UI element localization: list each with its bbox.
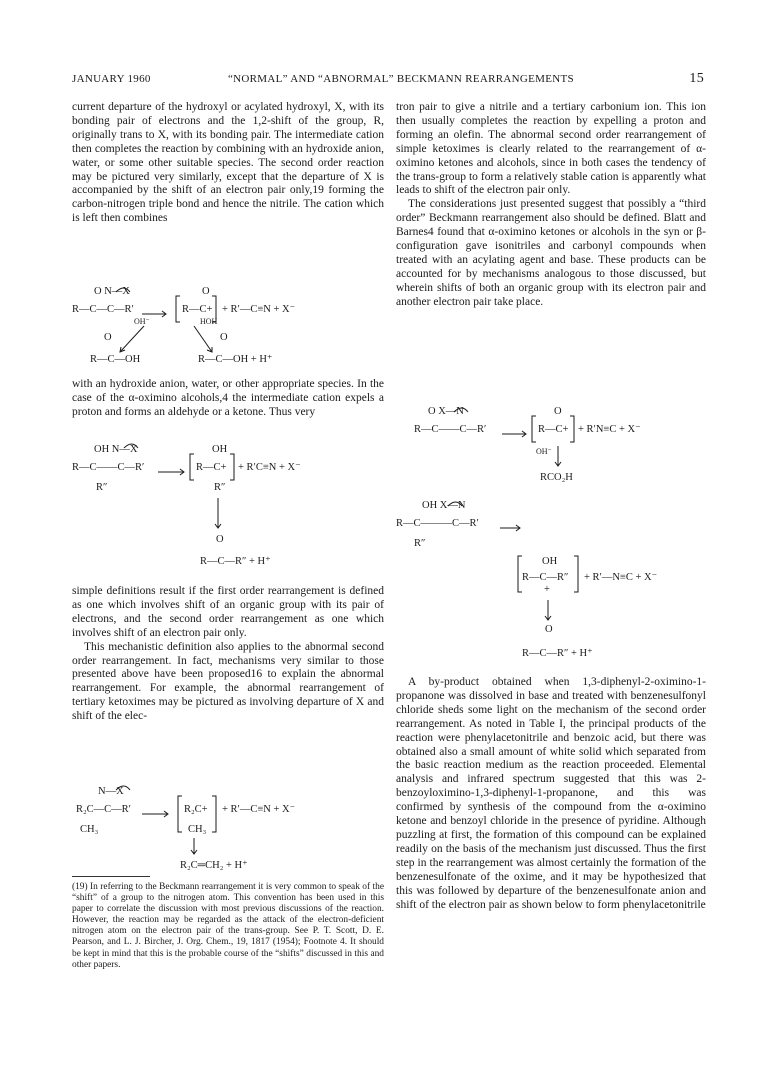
s1-cation-o: O [202,286,210,297]
s2-prod: R—C—R″ + H⁺ [200,556,271,567]
left-paragraph-1 [72,101,384,226]
s4-cation-o: O [554,406,562,417]
s1-chain: R—C—C—R′ [72,304,134,315]
s2-products: + R′C≡N + X⁻ [238,462,301,473]
right-p3-text: A by-product obtained when 1,3-diphenyl-2-oximino-1-propanone was dissolved in base and treated with benzenesulfonyl chloride sheds some light on the mechanism of the second order rearrangement. As noted in Table I, the principal products of the reaction were phenylacetonitrile and benzoic acid, but there was obtained also a small amount of white solid which separated from the basic reaction medium as the reaction proceeded. Elemental analysis and infrared spectrum suggested that this was 2-benzoyloximino-1,3-diphenyl-1-propanone, and this was confirmed by synthesis of the compound from the α-oximino ketone and benzoyl chloride in the presence of pyridine. Although puzzling at first, the formation of this compound can be explained readily on the basis of the mechanism just discussed. Thus the first step in the rearrangement was almost certainly the formation of the benzenesulfonate of the oxime, and it may be hypothesized that this was followed by departure of the benzenesulfonate anion and shift of the electron pair as shown below to form phenylacetonitrile [396,676,706,911]
s3-cation-sub: CH₃ [188,824,207,835]
header-title: “NORMAL” AND “ABNORMAL” BECKMANN REARRANGEMENTS [228,73,574,85]
s5-chain: R—C———C—R′ [396,518,479,529]
right-p1-text: tron pair to give a nitrile and a tertiary carbonium ion. This ion then usually completes the reaction by expelling a proton and forming an olefin. The abnormal second order rearrangement of simple ketoximes is clearly related to the rearrangement of α-oximino ketones and alcohols, since in both cases the tendency of the trans-group to form a relatively stable cation is apparently what leads to shift of the electron pair only. [396,101,706,197]
s1-products: + R′—C≡N + X⁻ [222,304,296,315]
scheme-3-mechanism [72,782,384,872]
scheme-5-mechanism [396,496,706,666]
s4-reagent1: OH⁻ [536,447,552,456]
s1-prod2: R—C—OH + H⁺ [198,354,273,365]
scheme-2-mechanism [72,440,384,580]
left-paragraph-2 [72,378,384,420]
s1-prod2-o: O [220,332,228,343]
s1-hydroxide: OH⁻ [134,317,150,326]
s4-reagent2: RCO₂H [540,472,573,483]
s1-prod1-o: O [104,332,112,343]
page-number: 15 [689,71,704,86]
s1-bracket-left [176,296,180,322]
s3-chain: R₂C—C—R′ [76,804,131,815]
s5-products: + R′—N≡C + X⁻ [584,572,658,583]
s5-cation-top: OH [542,556,558,567]
s4-cation: R—C+ [538,424,569,435]
s5-cation: R—C—R″ [522,572,569,583]
s2-cation: R—C+ [196,462,227,473]
s1-atoms-top: O N—X [94,286,130,297]
left-p2-text: with an hydroxide anion, water, or other appropriate species. In the case of the α-oximino alcohols,4 the intermediate cation expels a proton and forms an aldehyde or a ketone. Thus very [72,378,384,418]
scheme-1-mechanism [72,282,384,372]
s4-products: + R′N≡C + X⁻ [578,424,641,435]
footnote-rule [72,876,150,877]
s3-products: + R′—C≡N + X⁻ [222,804,296,815]
running-header [72,73,704,89]
s5-sub: R″ [414,538,426,549]
right-paragraph-3 [396,676,706,912]
left-p3-text: simple definitions result if the first order rearrangement is defined as one which involves shift of an organic group with its pair of electrons, and the second order rearrangement as one which involves shift of an electron pair only. [72,585,384,639]
left-p1-text: current departure of the hydroxyl or acylated hydroxyl, X, with its bonding pair of electrons and the 1,2-shift of the group, R, originally trans to X, with its bonding pair. The intermediate cation then completes the reaction by combining with an hydroxide anion, water, or some other suitable species. The second order reaction may be pictured very similarly, except that the departure of X is accompanied by the shift of an electron pair only,19 forming the carbon-nitrogen triple bond and hence the nitrile. The cation which is left then combines [72,101,384,225]
left-p4-text: This mechanistic definition also applies to the abnormal second order rearrangement. In fact, mechanisms very similar to those presented above have been proposed16 to explain the abnormal rearrangement. For example, the abnormal rearrangement of tertiary ketoximes may be pictured as involving departure of X and shift of the elec- [72,640,384,723]
s3-prod: R₂C═CH₂ + H⁺ [180,860,248,871]
scheme-4-mechanism [396,402,706,492]
header-date: JANUARY 1960 [72,73,151,85]
s4-chain: R—C——C—R′ [414,424,487,435]
s3-cation: R₂C+ [184,804,208,815]
s2-sub: R″ [96,482,108,493]
s3-sub: CH₃ [80,824,99,835]
s5-top: OH X—N [422,500,466,511]
left-paragraph-3 [72,585,384,724]
footnote-19: (19) In referring to the Beckmann rearrangement it is very common to speak of the “shift” of a group to the nitrogen atom. This convention has been used in this paper to correlate the discussion with most previous discussions of the reaction. However, the reaction may be regarded as the attack of the electron-deficient nitrogen atom on the electron pair of the trans-group. See P. T. Scott, D. E. Pearson, and L. J. Bircher, J. Org. Chem., 19, 1817 (1954); Footnote 4. It should be kept in mind that this is the probable course of the “shifts” discussed in this and other papers. [72,882,384,970]
s2-top: OH N—X [94,444,138,455]
s3-top: N—X [98,786,124,797]
s2-prod-o: O [216,534,224,545]
s2-chain: R—C——C—R′ [72,462,145,473]
right-paragraph-1 [396,101,706,310]
s1-cation: R—C+ [182,304,213,315]
s5-prod-o: O [545,624,553,635]
right-p2-text: The considerations just presented suggest that possibly a “third order” Beckmann rearrangement also should be defined. Blatt and Barnes4 found that α-oximino ketones or alcohols in the syn or β-configuration gave isonitriles and carbonyl compounds when treated with an acylating agent and base. These products can be accounted for by mechanisms analogous to those discussed, but wherein shifts of both an organic group with its electron pair and another electron pair take place. [396,198,706,308]
s1-water: HOH [200,317,218,326]
s1-prod1: R—C—OH [90,354,141,365]
s2-cation-sub: R″ [214,482,226,493]
s5-prod: R—C—R″ + H⁺ [522,648,593,659]
s2-cation-top: OH [212,444,228,455]
s4-top: O X—N [428,406,464,417]
s5-cation-plus: + [544,584,550,595]
